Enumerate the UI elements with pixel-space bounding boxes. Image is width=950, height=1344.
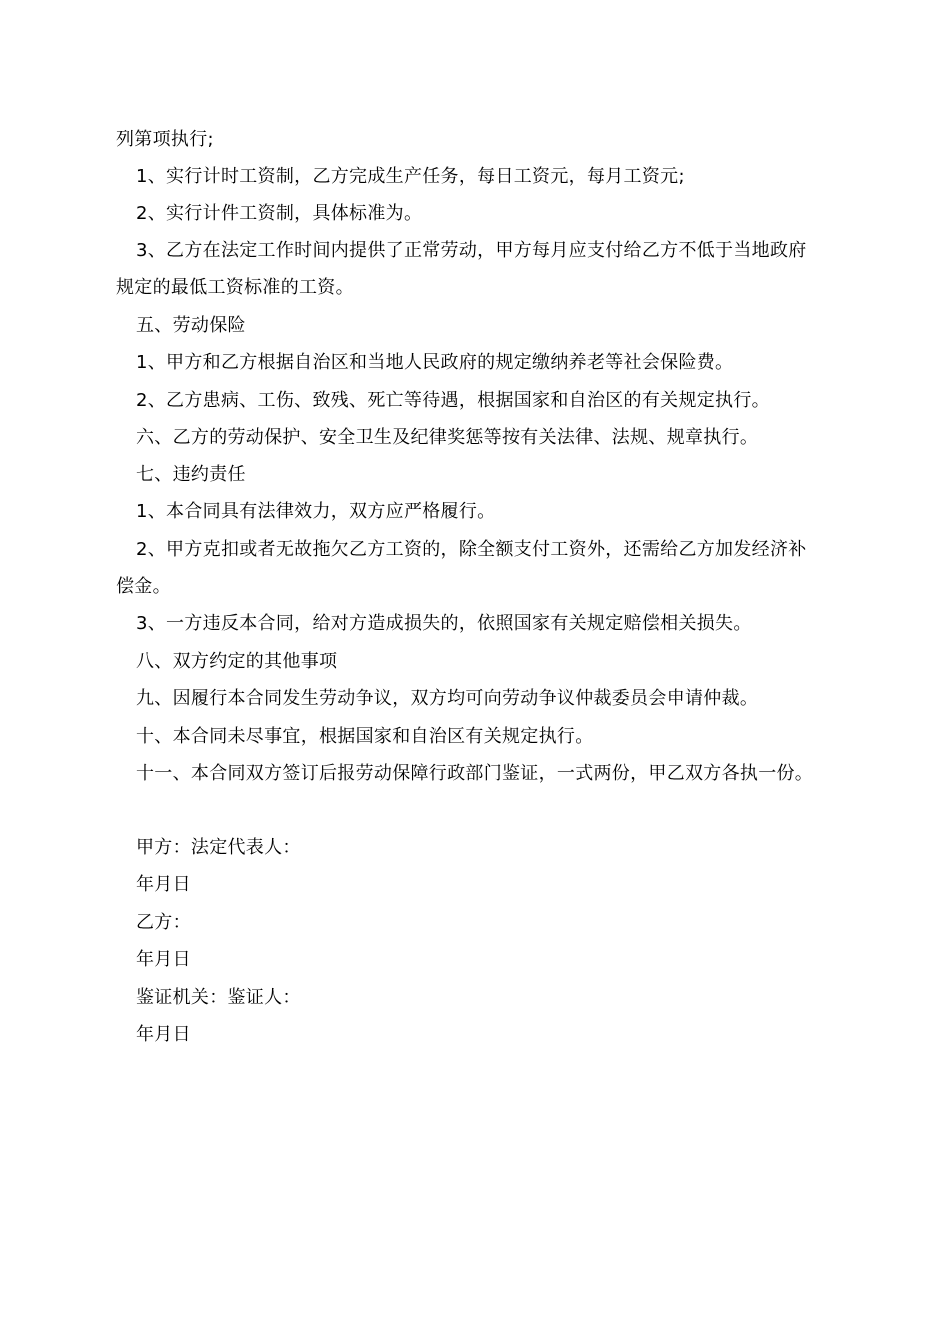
text-line: 1、甲方和乙方根据自治区和当地人民政府的规定缴纳养老等社会保险费。 [136,352,734,373]
text-line: 3、一方违反本合同，给对方造成损失的，依照国家有关规定赔偿相关损失。 [136,613,752,634]
section-heading: 七、违约责任 [136,464,246,485]
section-heading: 八、双方约定的其他事项 [136,651,338,672]
section-heading: 九、因履行本合同发生劳动争议，双方均可向劳动争议仲裁委员会申请仲裁。 [136,688,759,709]
section-heading: 十、本合同未尽事宜，根据国家和自治区有关规定执行。 [136,726,594,747]
text-line: 规定的最低工资标准的工资。 [116,277,354,298]
signature-authority: 鉴证机关：鉴证人： [136,987,301,1008]
signature-date: 年月日 [136,874,191,895]
signature-party-b: 乙方： [136,912,191,933]
text-line: 偿金。 [116,576,171,597]
text-line: 2、实行计件工资制，具体标准为。 [136,203,423,224]
section-heading: 五、劳动保险 [136,315,246,336]
text-line: 1、本合同具有法律效力，双方应严格履行。 [136,501,496,522]
text-line: 2、乙方患病、工伤、致残、死亡等待遇，根据国家和自治区的有关规定执行。 [136,390,770,411]
text-line: 1、实行计时工资制，乙方完成生产任务，每日工资元，每月工资元; [136,166,685,187]
text-line: 列第项执行; [116,129,214,150]
text-line: 2、甲方克扣或者无故拖欠乙方工资的，除全额支付工资外，还需给乙方加发经济补 [136,539,807,560]
section-heading: 六、乙方的劳动保护、安全卫生及纪律奖惩等按有关法律、法规、规章执行。 [136,427,759,448]
section-heading: 十一、本合同双方签订后报劳动保障行政部门鉴证，一式两份，甲乙双方各执一份。 [136,763,814,784]
text-line: 3、乙方在法定工作时间内提供了正常劳动，甲方每月应支付给乙方不低于当地政府 [136,240,807,261]
signature-date: 年月日 [136,1024,191,1045]
signature-party-a: 甲方：法定代表人： [136,837,301,858]
signature-date: 年月日 [136,949,191,970]
